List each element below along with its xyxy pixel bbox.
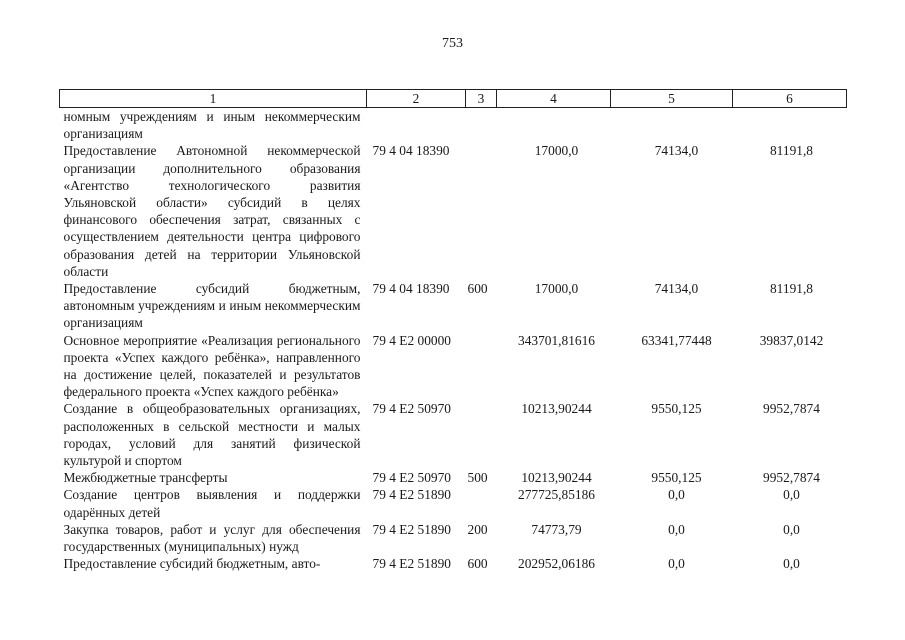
row-value-4: 343701,81616	[518, 332, 595, 348]
row-value-4: 74773,79	[531, 521, 582, 537]
row-vr	[466, 332, 497, 401]
header-col-5: 5	[611, 90, 733, 108]
row-value-6: 81191,8	[769, 143, 814, 159]
row-code: 79 4 E2 51890	[372, 521, 451, 537]
row-value-6: 0,0	[783, 521, 800, 537]
header-col-3: 3	[466, 90, 497, 108]
row-value-4: 202952,06186	[518, 556, 595, 572]
row-vr	[466, 400, 497, 469]
row-value-6	[733, 108, 847, 143]
row-code: 79 4 E2 00000	[372, 332, 451, 348]
row-value-4: 17000,0	[534, 281, 579, 297]
table-header	[60, 90, 847, 108]
row-code: 79 4 04 18390	[372, 143, 450, 159]
row-name: Предоставление Автономной некоммерческой организации дополнительного образования «Агентство технологического развития Ульяновской области» субсидий в целях финансового обеспечения затрат, связанных с осуществлением деятельности центра цифрового образования детей на территории Ульяновской области	[63, 143, 361, 279]
row-value-4: 10213,90244	[521, 401, 592, 417]
row-value-5: 9550,125	[651, 401, 702, 417]
row-name: Создание центров выявления и поддержки одарённых детей	[63, 487, 361, 520]
row-name: Создание в общеобразовательных организациях, расположенных в сельской местности и малых городах, условий для занятий физической культурой и спортом	[63, 401, 361, 469]
table-row	[60, 280, 847, 332]
table-row	[60, 486, 847, 520]
row-code: 79 4 E2 51890	[372, 556, 451, 572]
row-value-4: 10213,90244	[521, 470, 592, 486]
page-number: 753	[442, 36, 463, 51]
row-code: 79 4 04 18390	[372, 281, 450, 297]
table-row	[60, 469, 847, 486]
row-value-6: 39837,0142	[759, 332, 824, 348]
row-vr	[466, 108, 497, 143]
header-col-2: 2	[367, 90, 466, 108]
row-value-4: 17000,0	[534, 143, 579, 159]
row-value-5: 0,0	[668, 487, 685, 503]
table-row	[60, 521, 847, 555]
row-value-5: 9550,125	[651, 470, 702, 486]
row-value-5: 0,0	[668, 556, 685, 572]
row-code: 79 4 E2 50970	[372, 401, 451, 417]
row-name: номным учреждениям и иным некоммерческим организациям	[63, 109, 361, 142]
table-row	[60, 400, 847, 469]
row-value-5: 74134,0	[654, 143, 699, 159]
row-code	[367, 108, 466, 143]
header-row	[60, 90, 847, 108]
row-vr: 600	[467, 556, 488, 572]
row-value-4	[497, 108, 611, 143]
row-value-5	[611, 108, 733, 143]
row-name: Предоставление субсидий бюджетным, авто-	[63, 556, 321, 572]
row-name: Закупка товаров, работ и услуг для обеспечения государственных (муниципальных) нужд	[63, 521, 361, 555]
budget-table	[59, 89, 847, 572]
header-col-1: 1	[60, 90, 367, 108]
row-vr: 600	[467, 281, 488, 297]
row-value-4: 277725,85186	[518, 487, 595, 503]
table-row	[60, 555, 847, 572]
row-value-5: 0,0	[668, 521, 685, 537]
row-value-6: 9952,7874	[763, 401, 820, 417]
row-name: Предоставление субсидий бюджетным, автономным учреждениям и иным некоммерческим организациям	[63, 281, 361, 331]
table-row	[60, 108, 847, 143]
row-vr	[466, 486, 497, 520]
row-vr	[466, 142, 497, 280]
budget-table-container	[59, 89, 846, 572]
table-row	[60, 332, 847, 401]
row-value-6: 0,0	[783, 556, 800, 572]
row-value-5: 74134,0	[654, 281, 699, 297]
header-col-4: 4	[497, 90, 611, 108]
row-code: 79 4 E2 50970	[372, 470, 451, 486]
header-col-6: 6	[733, 90, 847, 108]
table-body	[60, 108, 847, 573]
row-code: 79 4 E2 51890	[372, 487, 451, 503]
row-value-6: 81191,8	[769, 281, 814, 297]
row-value-5: 63341,77448	[641, 332, 712, 348]
row-vr: 500	[467, 470, 488, 486]
row-value-6: 9952,7874	[763, 470, 820, 486]
row-value-6: 0,0	[783, 487, 800, 503]
table-row	[60, 142, 847, 280]
row-name: Основное мероприятие «Реализация регионального проекта «Успех каждого ребёнка», направленного на достижение целей, показателей и результатов федерального проекта «Успех каждого ребёнка»	[63, 332, 361, 400]
row-name: Межбюджетные трансферты	[63, 470, 228, 486]
row-vr: 200	[467, 521, 488, 537]
